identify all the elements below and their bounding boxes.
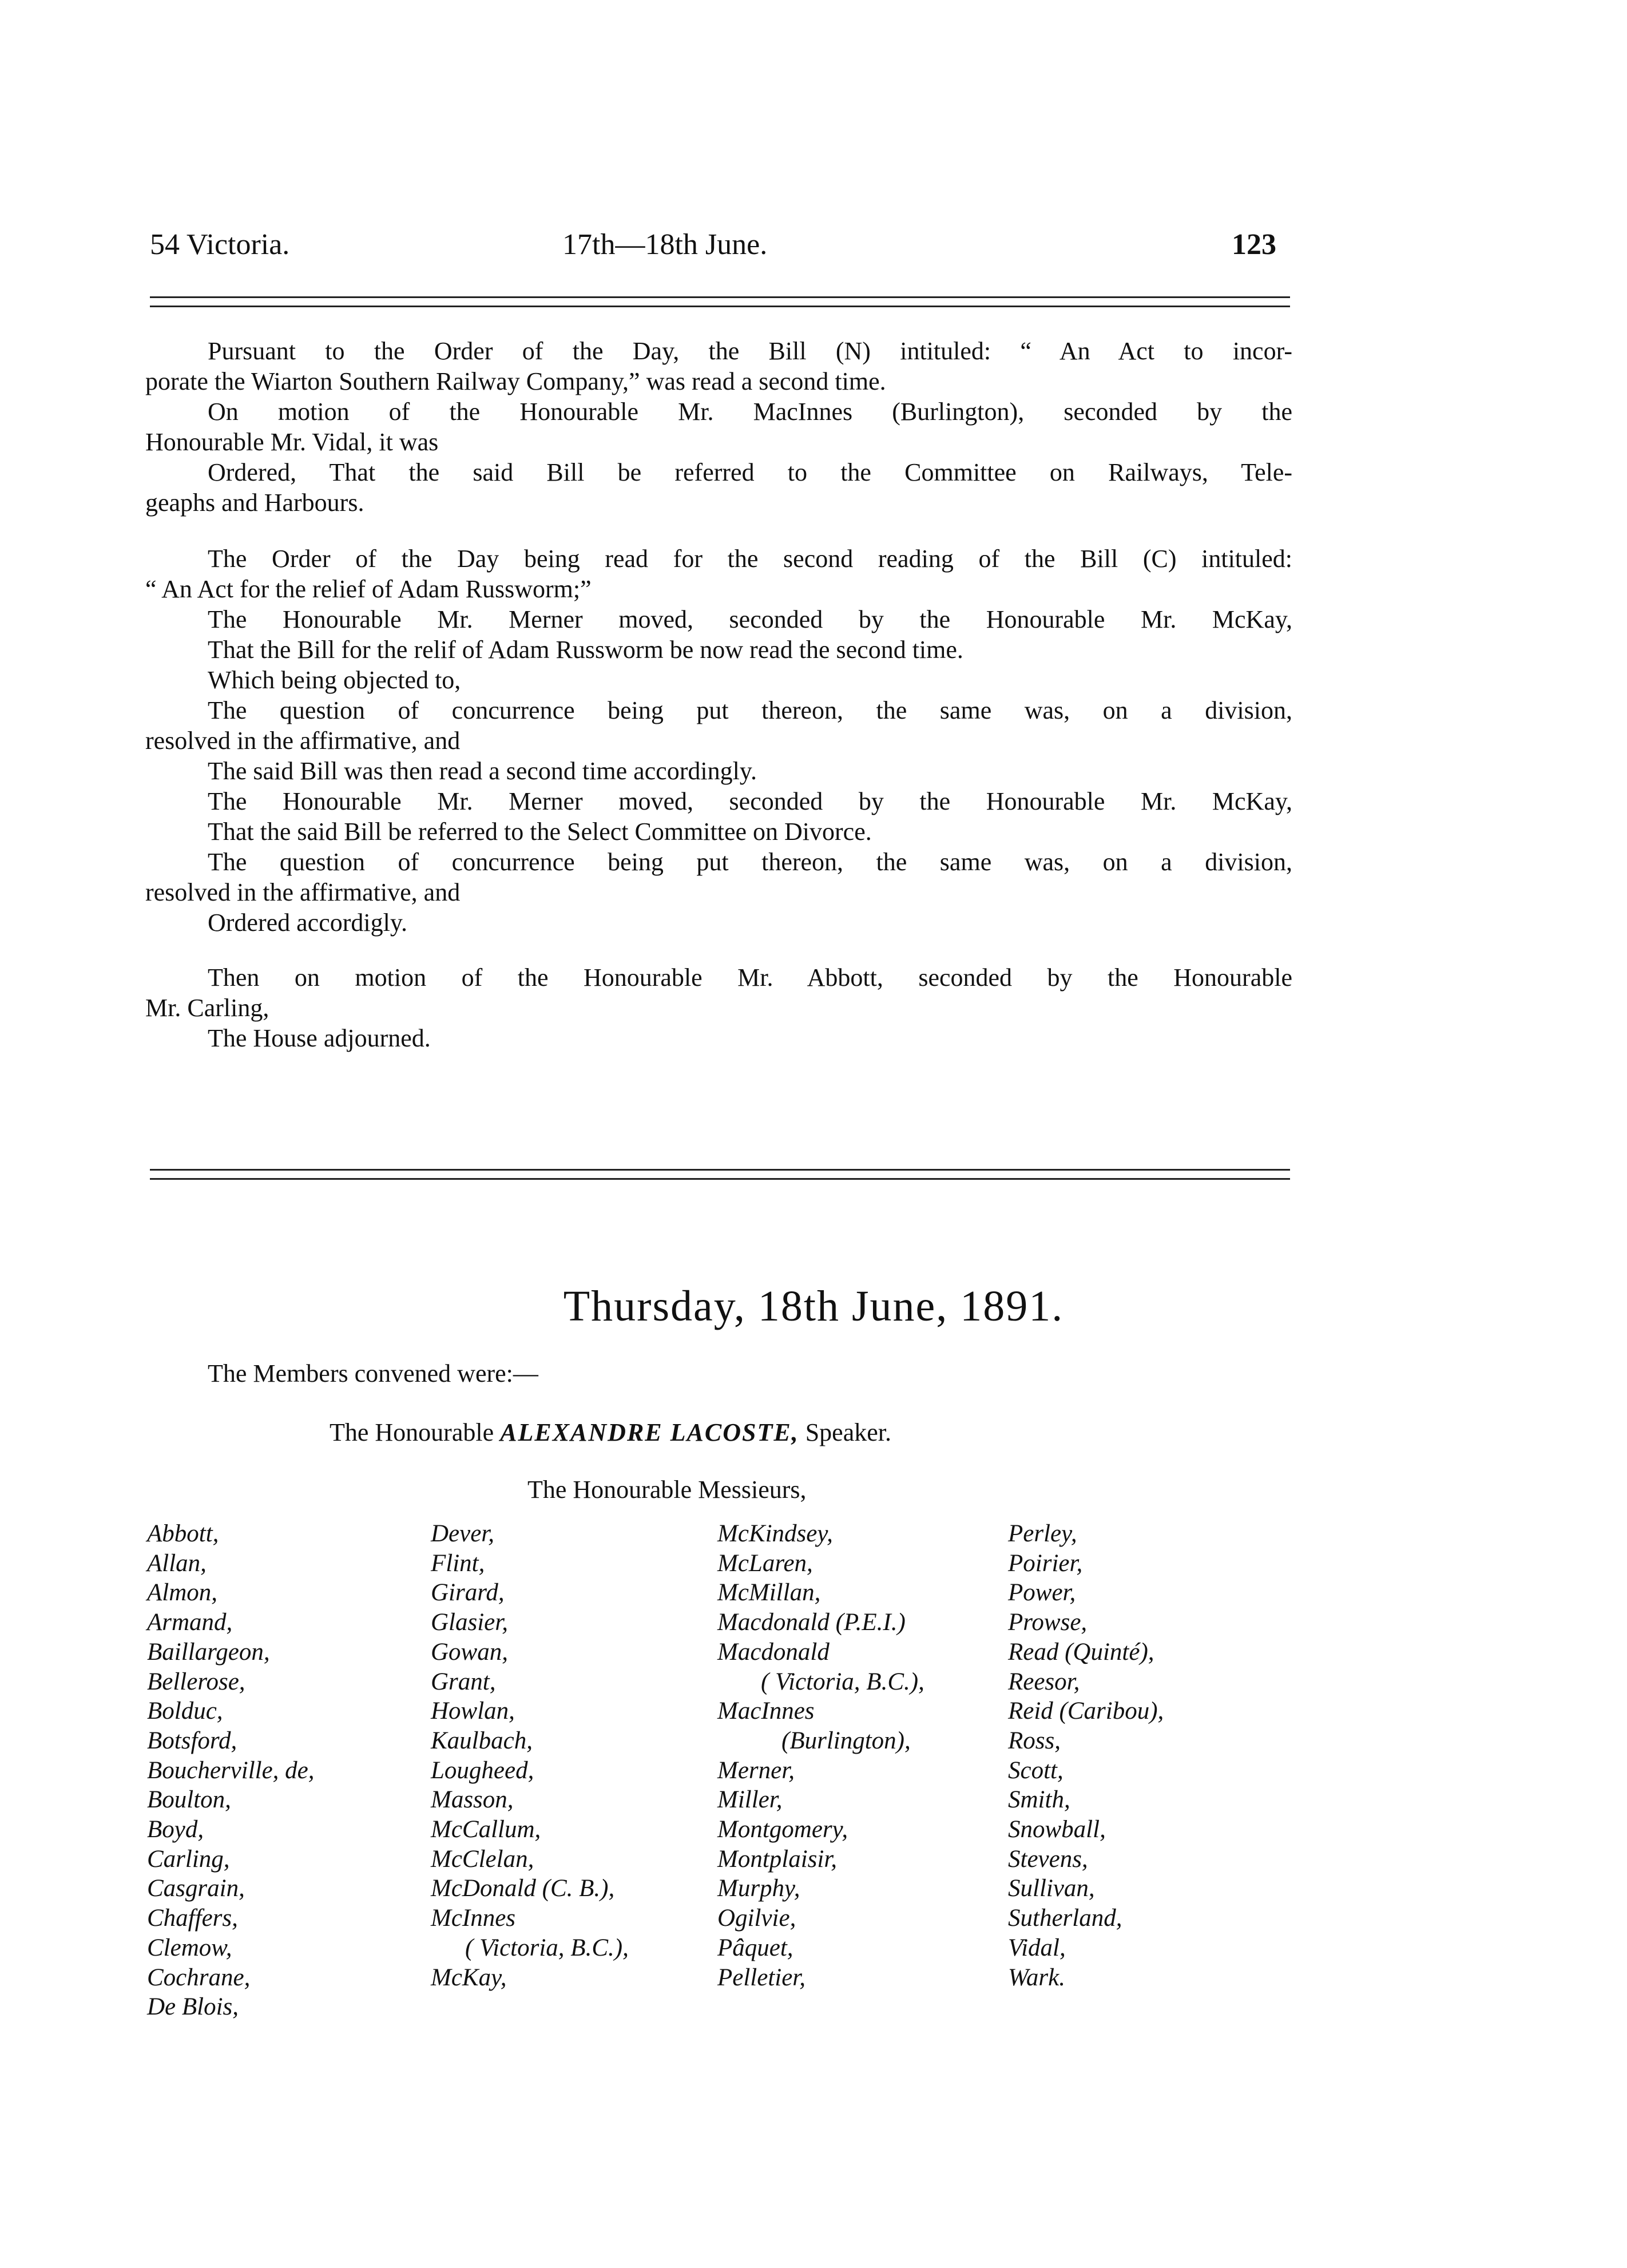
member-name: MacInnes: [717, 1698, 815, 1725]
text-line: The Order of the Day being read for the second reading of the Bill (C) intituled:: [208, 545, 1292, 573]
text-line: The House adjourned.: [208, 1024, 431, 1052]
text-line: That the Bill for the relif of Adam Russworm be now read the second time.: [208, 636, 963, 664]
member-name: Read (Quinté),: [1008, 1638, 1154, 1666]
member-name: McLaren,: [717, 1549, 813, 1577]
member-name: Perley,: [1008, 1520, 1077, 1547]
text-line: geaphs and Harbours.: [145, 489, 364, 517]
member-name: Dever,: [431, 1520, 495, 1547]
speaker-prefix: The Honourable: [330, 1418, 494, 1446]
header-volume: 54 Victoria.: [150, 228, 290, 261]
member-name: Macdonald (P.E.I.): [717, 1609, 906, 1636]
member-name: Murphy,: [717, 1875, 800, 1902]
text-line: Mr. Carling,: [145, 994, 269, 1022]
member-name: Pâquet,: [717, 1934, 793, 1961]
messieurs-heading: The Honourable Messieurs,: [527, 1476, 807, 1504]
member-name: De Blois,: [147, 1993, 239, 2021]
convened-line: The Members convened were:—: [208, 1359, 538, 1387]
member-name: Merner,: [717, 1756, 795, 1784]
member-name: Boyd,: [147, 1816, 204, 1843]
member-name: Ogilvie,: [717, 1905, 796, 1932]
text-line: The Honourable Mr. Merner moved, seconded by the Honourable Mr. McKay,: [208, 787, 1292, 815]
member-column-4: [1008, 1519, 1164, 1992]
speaker-suffix: Speaker.: [805, 1418, 891, 1446]
member-name: Montgomery,: [717, 1816, 848, 1843]
paragraph-wiarton-bill: [145, 336, 1292, 518]
member-name: Pelletier,: [717, 1964, 806, 1991]
text-line: Then on motion of the Honourable Mr. Abbott, seconded by the Honourable: [208, 963, 1292, 992]
member-name: Girard,: [431, 1579, 505, 1607]
member-name: Armand,: [147, 1609, 233, 1636]
member-column-2: [431, 1519, 629, 1992]
text-line: “ An Act for the relief of Adam Russworm;”: [145, 575, 592, 603]
member-name: Reesor,: [1008, 1668, 1080, 1695]
member-name: Scott,: [1008, 1756, 1063, 1784]
member-name: Kaulbach,: [431, 1727, 533, 1754]
member-column-3: [717, 1519, 924, 1992]
member-column-1: [147, 1519, 315, 2022]
text-line: Which being objected to,: [208, 666, 461, 694]
header-date: 17th—18th June.: [562, 228, 768, 261]
member-name: Baillargeon,: [147, 1638, 270, 1666]
member-name: Power,: [1008, 1579, 1076, 1607]
text-line: porate the Wiarton Southern Railway Company,” was read a second time.: [145, 367, 886, 395]
member-name: Chaffers,: [147, 1905, 238, 1932]
member-name: Sullivan,: [1008, 1875, 1095, 1902]
member-name: Clemow,: [147, 1934, 232, 1961]
speaker-line: [330, 1418, 891, 1447]
member-name: McDonald (C. B.),: [431, 1875, 615, 1902]
member-name: Bolduc,: [147, 1698, 223, 1725]
member-name: Casgrain,: [147, 1875, 245, 1902]
member-name: Reid (Caribou),: [1008, 1698, 1164, 1725]
member-name: Smith,: [1008, 1786, 1070, 1814]
member-name: Abbott,: [147, 1520, 219, 1547]
member-name: Gowan,: [431, 1638, 508, 1666]
page-number: 123: [1232, 228, 1276, 261]
member-name: McKindsey,: [717, 1520, 833, 1547]
member-name: Sutherland,: [1008, 1905, 1122, 1932]
member-name: Almon,: [147, 1579, 218, 1607]
member-name: McInnes: [431, 1905, 516, 1932]
text-line: Ordered, That the said Bill be referred to the Committee on Railways, Tele-: [208, 458, 1292, 486]
member-name: Snowball,: [1008, 1816, 1106, 1843]
paragraph-adjournment: [145, 962, 1292, 1053]
member-name: Bellerose,: [147, 1668, 245, 1695]
member-name: Cochrane,: [147, 1964, 251, 1991]
text-line: resolved in the affirmative, and: [145, 878, 461, 906]
text-line: The question of concurrence being put thereon, the same was, on a division,: [208, 848, 1292, 876]
member-name: McMillan,: [717, 1579, 821, 1607]
member-name: Botsford,: [147, 1727, 237, 1754]
member-name: Miller,: [717, 1786, 783, 1814]
text-line: The said Bill was then read a second time accordingly.: [208, 757, 757, 785]
text-line: On motion of the Honourable Mr. MacInnes (Burlington), seconded by the: [208, 398, 1292, 426]
member-name: Boucherville, de,: [147, 1756, 315, 1784]
member-name: Prowse,: [1008, 1609, 1088, 1636]
member-name: Boulton,: [147, 1786, 231, 1814]
member-name: Grant,: [431, 1668, 496, 1695]
member-name: Ross,: [1008, 1727, 1061, 1754]
member-name: Glasier,: [431, 1609, 508, 1636]
member-name: Montplaisir,: [717, 1845, 838, 1873]
member-name: Flint,: [431, 1549, 485, 1577]
member-name: ( Victoria, B.C.),: [465, 1934, 629, 1961]
member-name: Lougheed,: [431, 1756, 534, 1784]
speaker-name: ALEXANDRE LACOSTE,: [500, 1418, 799, 1446]
member-name: McCallum,: [431, 1816, 541, 1843]
member-name: Allan,: [147, 1549, 207, 1577]
text-line: Pursuant to the Order of the Day, the Bill (N) intituled: “ An Act to incor-: [208, 337, 1292, 365]
member-name: ( Victoria, B.C.),: [761, 1668, 924, 1695]
member-name: Macdonald: [717, 1638, 830, 1666]
member-name: McKay,: [431, 1964, 507, 1991]
text-line: Honourable Mr. Vidal, it was: [145, 428, 439, 456]
text-line: The Honourable Mr. Merner moved, seconded by the Honourable Mr. McKay,: [208, 605, 1292, 633]
text-line: resolved in the affirmative, and: [145, 727, 461, 755]
paragraph-russworm-bill: [145, 544, 1292, 938]
text-line: Ordered accordigly.: [208, 909, 407, 937]
page-title: Thursday, 18th June, 1891.: [563, 1282, 1064, 1330]
member-name: Stevens,: [1008, 1845, 1088, 1873]
text-line: The question of concurrence being put thereon, the same was, on a division,: [208, 696, 1292, 724]
member-name: Vidal,: [1008, 1934, 1066, 1961]
member-name: Poirier,: [1008, 1549, 1083, 1577]
member-name: (Burlington),: [781, 1727, 911, 1754]
member-name: Carling,: [147, 1845, 230, 1873]
text-line: That the said Bill be referred to the Select Committee on Divorce.: [208, 818, 872, 846]
section-double-rule: [150, 1169, 1290, 1180]
member-name: Howlan,: [431, 1698, 515, 1725]
header-double-rule: [150, 296, 1290, 307]
member-name: McClelan,: [431, 1845, 534, 1873]
member-name: Masson,: [431, 1786, 514, 1814]
member-name: Wark.: [1008, 1964, 1065, 1991]
